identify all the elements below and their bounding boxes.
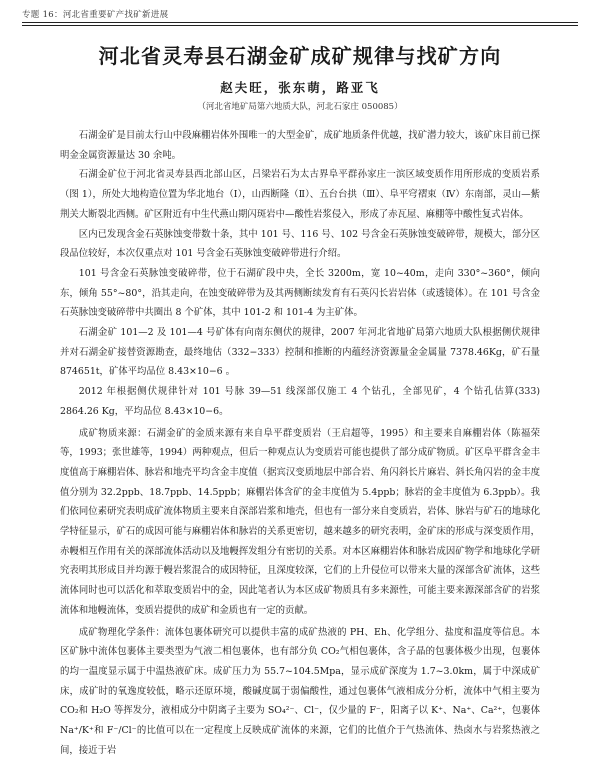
paragraph-physicochemical: 成矿物理化学条件：流体包裹体研究可以提供丰富的成矿热液的 PH、Eh、化学组分、盐度和温度等信息。本区矿脉中流体包裹体主要类型为气液二相包裹体，也有部分负 CO₂气相包裹体，含子晶的包裹体极少出现，包裹体的均一温度显示属于中温热液矿床。成矿压力为 55.7~104.5Mpa，显示成矿深度为 1.7~3.0km，属于中深成矿床，成矿时的氧逸度较低，略示还原环境，酸碱度属于弱偏酸性，通过包裹体气液相成分分析，流体中气相主要为 CO₂和 H₂O 等挥发分，液相成分中阴离子主要为 SO₄²⁻、Cl⁻，仅少量的 F⁻，阳离子以 K⁺、Na⁺、Ca²⁺，包裹体 Na⁺/K⁺和 F⁻/Cl⁻的比值可以在一定程度上反映成矿流体的来源，它们的比值介于气热流体、热卤水与岩浆热液之间，接近于岩: [60, 626, 540, 756]
paragraph-vein-101: 101 号含金石英脉蚀变破碎带，位于石湖矿段中央，全长 3200m，宽 10~40m，走向 330°~360°，倾向东，倾角 55°~80°，沿其走向，在蚀变破碎带为及其两侧断续发育有石英闪长岩岩体（或透镜体）。在 101 号含金石英脉蚀变破碎带中共圈出 8 个矿体，其中 101-2 和 101-4 为主矿体。: [60, 267, 540, 319]
paper-authors: 赵夫旺，张东萌，路亚飞: [220, 80, 380, 95]
running-header: 专题 16：河北省重要矿产找矿新进展: [22, 10, 169, 20]
paragraph-geology: 石湖金矿位于河北省灵寿县西北部山区，吕梁岩石为太古界阜平群孙家庄一滨区域变质作用所形成的变质岩系（图 1），所处大地构造位置为华北地台（Ⅰ），山西断隆（Ⅱ）、五台台拱（Ⅲ）、阜平穹褶束（Ⅳ）东南部，灵山—紫荆关大断裂北西侧。矿区附近有中生代燕山期闪斑岩中—酸性岩浆侵入，形成了赤瓦屋、麻棚等中酸性复式岩体。: [60, 169, 540, 220]
paragraph-veins: 区内已发现含金石英脉蚀变带数十条，其中 101 号、116 号、102 号含金石英脉蚀变破碎带，规模大，部分区段品位较好，本次仅重点对 101 号含金石英脉蚀变破碎带进行介绍。: [60, 228, 540, 260]
paper-title: 河北省灵寿县石湖金矿成矿规律与找矿方向: [98, 44, 502, 68]
header-rule-thin: [22, 25, 578, 26]
paragraph-resources: 石湖金矿 101—2 及 101—4 号矿体有向南东侧伏的规律，2007 年河北省地矿局第六地质大队根据侧伏规律并对石湖金矿接替资源勘查，最终地估（332−333）控制和推断的内蕴经济资源量金金属量 7378.46Kg，矿石量 874651t，矿体平均品位 8.43×10−6 。: [60, 327, 540, 378]
header-rule: [22, 22, 578, 23]
paper-affiliation: （河北省地矿局第六地质大队，河北石家庄 050085）: [197, 102, 403, 112]
paragraph-drilling-2012: 2012 年根据侧伏规律针对 101 号脉 39—51 线深部仅施工 4 个钻孔，全部见矿，4 个钻孔估算(333) 2864.26 Kg，平均品位 8.43×10−6。: [60, 386, 540, 417]
paragraph-ore-source: 成矿物质来源：石湖金矿的金质来源有来自阜平群变质岩（王启超等，1995）和主要来自麻棚岩体（陈福荣等，1993；张世雄等，1994）两种观点，但后一种观点认为变质岩可能也提供了部分成矿物质。矿区阜平群含金丰度值高于麻棚岩体、脉岩和地壳平均含金丰度值（据宾汉变质地层中部合岩、角闪斜长片麻岩、斜长角闪岩的金丰度值分别为 32.2ppb、18.7ppb、14.5ppb；麻棚岩体含矿的金丰度值为 5.4ppb；脉岩的金丰度值为 6.3ppb）。我们依同位素研究表明成矿流体物质主要来自深部岩浆和地壳，但也有一部分来自变质岩，岩体、脉岩与矿石的地球化学特征显示，矿石的成因可能与麻棚岩体和脉岩的关系更密切，越来越多的研究表明，金矿床的形成与深变质作用，赤幔相互作用有关的深部流体活动以及地幔挥发组分有密切的关系。对本区麻棚岩体和脉岩成因矿物学和地球化学研究表明其形成目并均源于幔岩浆混合的成因特征，且深度较深，它们的上升侵位可以带来大量的深部含矿流体，这些流体同时也可以活化和萃取变质岩中的金，因此笔者认为本区成矿物质具有多来源性，可能主要来源深部含矿的岩浆流体和地幔流体，变质岩提供的成矿和金质也有一定的贡献。: [60, 427, 540, 616]
paper-body: [60, 126, 540, 761]
paragraph-intro: 石湖金矿是目前太行山中段麻棚岩体外围唯一的大型金矿，成矿地质条件优越，找矿潜力较大，该矿床目前已探明金金属资源量达 30 余吨。: [60, 130, 540, 161]
